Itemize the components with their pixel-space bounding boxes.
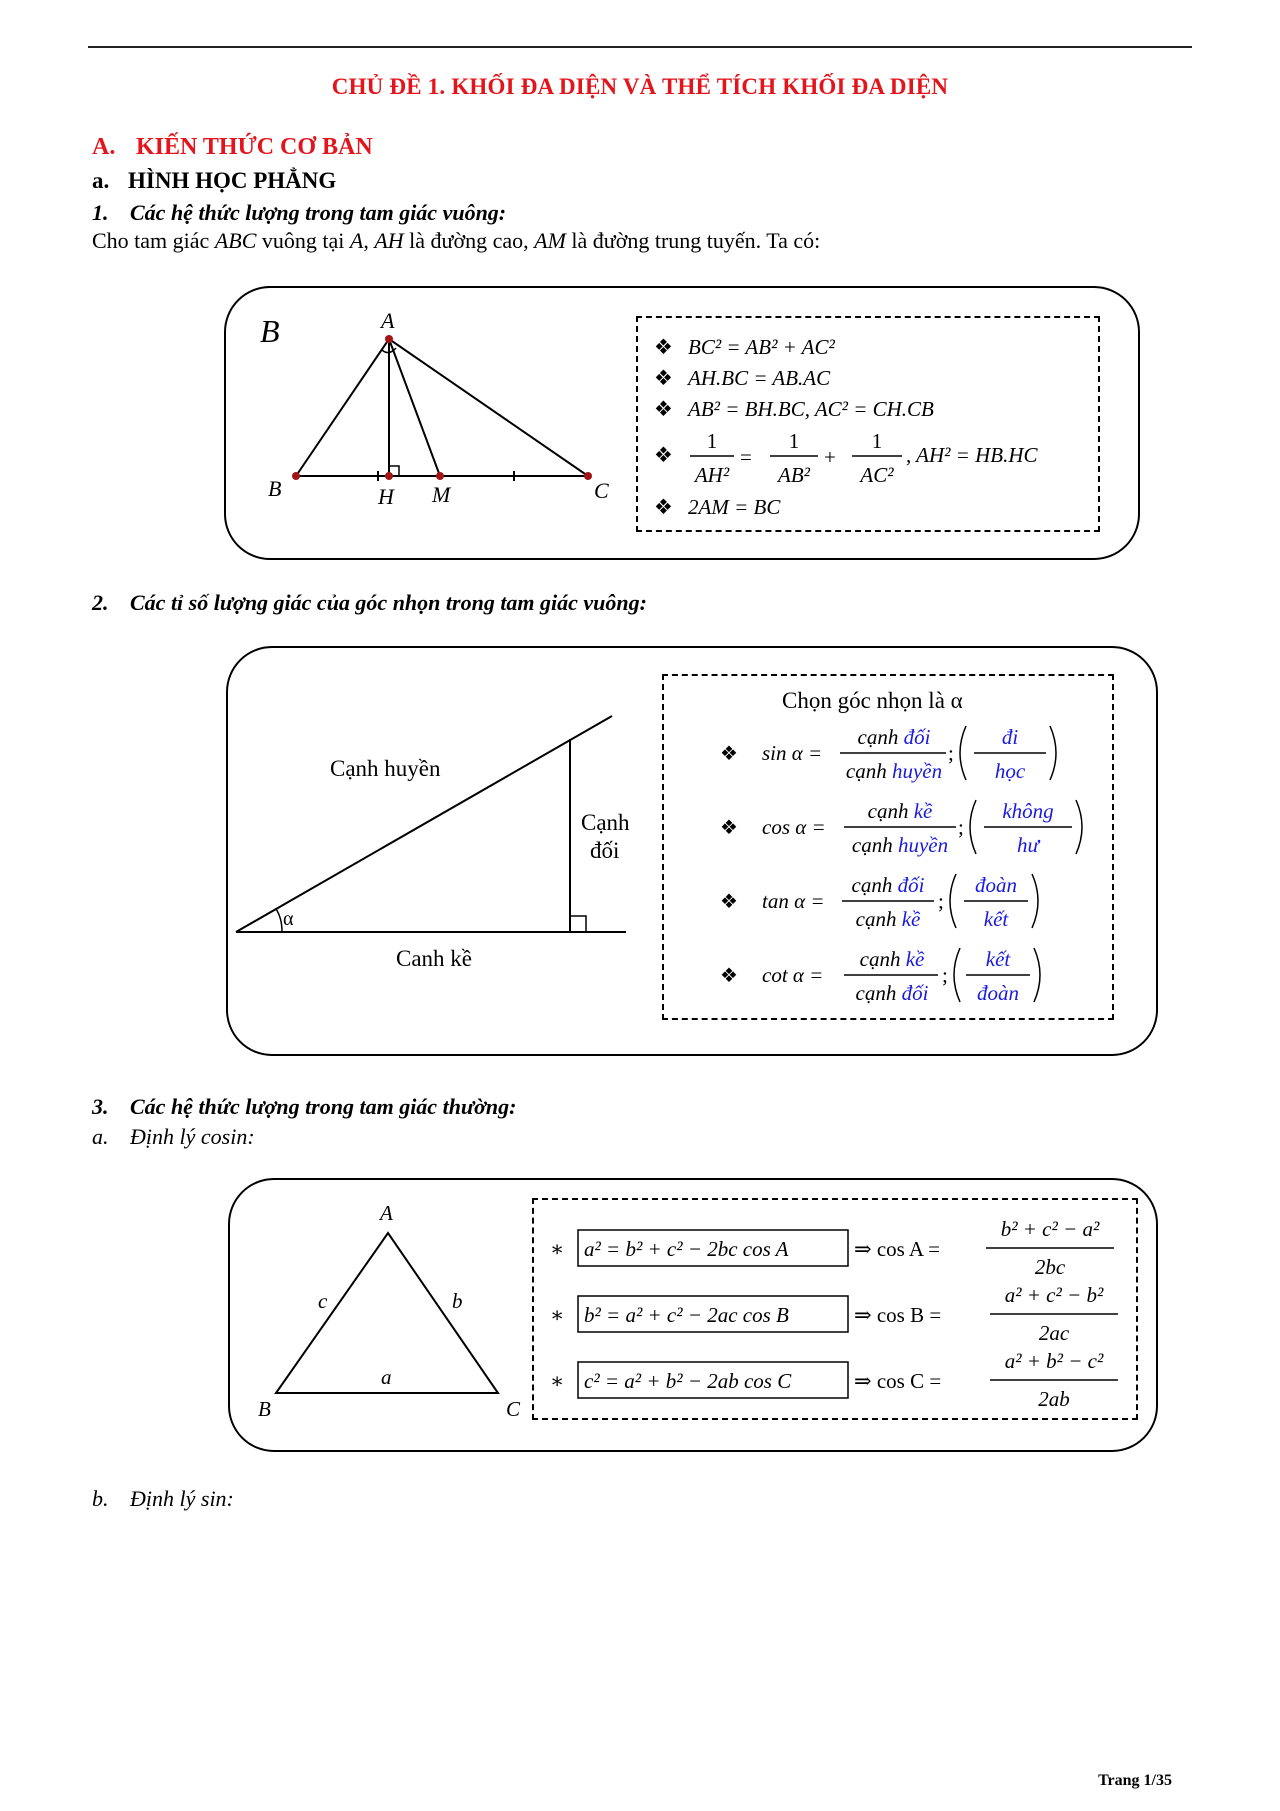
tan-num-word: cạnh	[851, 873, 898, 897]
topic-3-number: 3.	[92, 1094, 109, 1119]
section-a-number: A.	[92, 134, 116, 160]
cos-paren-right	[1076, 800, 1082, 854]
cos-mnemonic-bottom: hư	[1017, 833, 1039, 857]
trig-heading: Chọn góc nhọn là α	[782, 688, 963, 713]
tri-label-a-vertex: A	[380, 1201, 393, 1225]
cos-bullet: ❖	[720, 817, 738, 839]
intro-text-4: là đường cao,	[403, 228, 535, 253]
label-c: C	[594, 478, 609, 503]
cos-separator: ;	[958, 815, 964, 839]
label-h: H	[378, 484, 394, 509]
point-b	[292, 472, 300, 480]
plus-sign: +	[824, 445, 836, 469]
cos-row	[720, 799, 1082, 857]
cosine-formula-content	[532, 1198, 1138, 1420]
label-b: B	[268, 476, 282, 501]
topic-1-number: 1.	[92, 200, 109, 225]
item-a-number: a.	[92, 1124, 109, 1149]
sin-row	[720, 725, 1056, 783]
frac2-den: AB²	[778, 463, 810, 487]
section-a-heading	[92, 134, 373, 161]
sin-paren-right	[1050, 726, 1056, 780]
cot-separator: ;	[942, 963, 948, 987]
cot-paren-left	[954, 948, 960, 1002]
intro-math-am: AM	[534, 228, 566, 253]
formulas-1-content	[636, 316, 1100, 532]
alpha-label: α	[283, 908, 294, 930]
topic-2-heading	[92, 590, 647, 616]
point-h	[385, 472, 393, 480]
cos-num-key: kề	[913, 799, 933, 823]
figure-big-letter: B	[260, 313, 280, 349]
tan-denominator	[856, 907, 921, 931]
formula-median: 2AM = BC	[688, 495, 781, 519]
sin-bullet: ❖	[720, 743, 738, 765]
sin-separator: ;	[948, 741, 954, 765]
adjacent-label: Canh kề	[396, 946, 473, 971]
intro-math-abc: ABC	[214, 228, 257, 253]
cot-den-key: đối	[901, 981, 929, 1005]
opposite-label-line2: đối	[590, 838, 620, 863]
cos-numerator	[868, 799, 933, 823]
item-a-heading	[92, 1124, 255, 1150]
cos-b-denominator: 2ac	[1038, 1321, 1070, 1345]
cos-b-lhs: ⇒ cos B =	[854, 1303, 942, 1327]
tan-paren-left	[950, 874, 956, 928]
bullet-2: ❖	[654, 366, 673, 390]
tri-label-c-vertex: C	[506, 1397, 521, 1421]
subsection-a-number: a.	[92, 168, 110, 193]
cot-row	[720, 947, 1040, 1005]
point-a	[385, 335, 393, 343]
cos-a-lhs: ⇒ cos A =	[854, 1237, 941, 1261]
side-c-label: c	[318, 1289, 328, 1313]
cot-numerator	[860, 947, 925, 971]
cos-paren-left	[970, 800, 976, 854]
intro-paragraph	[92, 228, 820, 254]
cot-bullet: ❖	[720, 965, 738, 987]
formula-area: AH.BC = AB.AC	[688, 366, 831, 390]
cos-c-denominator: 2ab	[1038, 1387, 1070, 1411]
trig-formula-content	[662, 674, 1114, 1020]
hypotenuse	[236, 716, 612, 932]
star-3: ∗	[550, 1369, 565, 1393]
sin-den-key: huyền	[891, 759, 943, 783]
general-triangle-figure	[228, 1178, 528, 1452]
cos-name: cos α =	[762, 815, 826, 839]
cos-c-numerator: a² + b² − c²	[1004, 1349, 1104, 1373]
tan-num-key: đối	[897, 873, 925, 897]
side-ac	[389, 339, 588, 476]
cos-denominator	[852, 833, 948, 857]
sin-num-key: đối	[903, 725, 931, 749]
cos-den-word: cạnh	[851, 833, 898, 857]
tan-den-word: cạnh	[855, 907, 902, 931]
tan-mnemonic-bottom: kết	[983, 907, 1009, 931]
item-b-heading	[92, 1486, 234, 1512]
cot-num-word: cạnh	[859, 947, 906, 971]
cos-mnemonic-top: không	[1002, 799, 1054, 823]
intro-math-ah: AH	[374, 228, 404, 253]
opposite-label-line1: Cạnh	[581, 810, 630, 835]
cot-num-key: kề	[905, 947, 925, 971]
angle-alpha-arc	[276, 909, 282, 932]
subsection-a-heading	[92, 168, 336, 194]
frac2-num: 1	[788, 429, 800, 453]
cot-name: cot α =	[762, 963, 824, 987]
topic-2-label: Các tỉ số lượng giác của góc nhọn trong tam giác vuông:	[130, 590, 647, 615]
sin-mnemonic-bottom: học	[994, 759, 1026, 783]
frac1-num: 1	[706, 429, 718, 453]
tan-bullet: ❖	[720, 891, 738, 913]
boxed-formula-3: c² = a² + b² − 2ab cos C	[584, 1369, 792, 1393]
sin-mnemonic-top: đi	[1001, 725, 1019, 749]
point-c	[584, 472, 592, 480]
cot-paren-right	[1034, 948, 1040, 1002]
frac3-num: 1	[871, 429, 883, 453]
sin-numerator	[858, 725, 931, 749]
intro-text-2: vuông tại	[256, 228, 350, 253]
bullet-1: ❖	[654, 335, 673, 359]
frac3-den: AC²	[860, 463, 894, 487]
cos-c-lhs: ⇒ cos C =	[854, 1369, 942, 1393]
median-am	[389, 339, 440, 476]
intro-text-3: ,	[363, 228, 375, 253]
tan-paren-right	[1032, 874, 1038, 928]
hypotenuse-label: Cạnh huyền	[330, 756, 441, 781]
tan-numerator	[852, 873, 925, 897]
tan-separator: ;	[938, 889, 944, 913]
tan-row	[720, 873, 1038, 931]
section-a-label: KIẾN THỨC CƠ BẢN	[136, 134, 373, 160]
topic-1-heading	[92, 200, 506, 226]
sin-denominator	[846, 759, 942, 783]
cot-mnemonic-top: kết	[985, 947, 1011, 971]
star-2: ∗	[550, 1303, 565, 1327]
intro-text-5: là đường trung tuyến. Ta có:	[565, 228, 821, 253]
sin-den-word: cạnh	[845, 759, 892, 783]
cos-a-numerator: b² + c² − a²	[1000, 1217, 1100, 1241]
sin-num-word: cạnh	[857, 725, 904, 749]
bullet-4: ❖	[654, 443, 673, 467]
side-ab	[296, 339, 389, 476]
point-m	[436, 472, 444, 480]
cot-mnemonic-bottom: đoàn	[977, 981, 1019, 1005]
formula-projection: AB² = BH.BC, AC² = CH.CB	[688, 397, 934, 421]
subsection-a-label: HÌNH HỌC PHẲNG	[128, 168, 337, 193]
tan-name: tan α =	[762, 889, 825, 913]
label-m: M	[432, 482, 451, 507]
cos-a-denominator: 2bc	[1034, 1255, 1066, 1279]
sin-name: sin α =	[762, 741, 823, 765]
side-b-label: b	[452, 1289, 463, 1313]
frac1-den: AH²	[694, 463, 730, 487]
bullet-3: ❖	[654, 397, 673, 421]
boxed-formula-1: a² = b² + c² − 2bc cos A	[584, 1237, 789, 1261]
cos-den-key: huyền	[897, 833, 949, 857]
topic-3-heading	[92, 1094, 516, 1120]
bullet-5: ❖	[654, 495, 673, 519]
tri-label-b-vertex: B	[258, 1397, 271, 1421]
topic-2-number: 2.	[92, 590, 109, 615]
page-title: CHỦ ĐỀ 1. KHỐI ĐA DIỆN VÀ THỂ TÍCH KHỐI ĐA DIỆN	[331, 74, 949, 99]
intro-math-a: A	[349, 228, 364, 253]
cot-den-word: cạnh	[855, 981, 902, 1005]
item-a-label: Định lý cosin:	[130, 1124, 255, 1149]
tan-mnemonic-top: đoàn	[975, 873, 1017, 897]
tan-den-key: kề	[901, 907, 921, 931]
header-rule	[88, 46, 1192, 48]
cot-denominator	[856, 981, 929, 1005]
topic-3-label: Các hệ thức lượng trong tam giác thường:	[130, 1094, 517, 1119]
page-number: Trang 1/35	[1098, 1772, 1172, 1789]
intro-text-1: Cho tam giác	[92, 228, 215, 253]
formula-pythagoras: BC² = AB² + AC²	[688, 335, 835, 359]
sin-paren-left	[960, 726, 966, 780]
item-b-label: Định lý sin:	[130, 1486, 234, 1511]
trig-right-angle-mark	[570, 916, 586, 932]
label-a: A	[381, 308, 395, 333]
equals-sign: =	[740, 445, 752, 469]
boxed-formula-2: b² = a² + c² − 2ac cos B	[584, 1303, 789, 1327]
topic-1-label: Các hệ thức lượng trong tam giác vuông:	[130, 200, 507, 225]
side-a-label: a	[381, 1365, 392, 1389]
cos-num-word: cạnh	[867, 799, 914, 823]
cos-b-numerator: a² + c² − b²	[1004, 1283, 1104, 1307]
item-b-number: b.	[92, 1486, 109, 1511]
star-1: ∗	[550, 1237, 565, 1261]
formula-altitude-tail: , AH² = HB.HC	[906, 443, 1038, 467]
